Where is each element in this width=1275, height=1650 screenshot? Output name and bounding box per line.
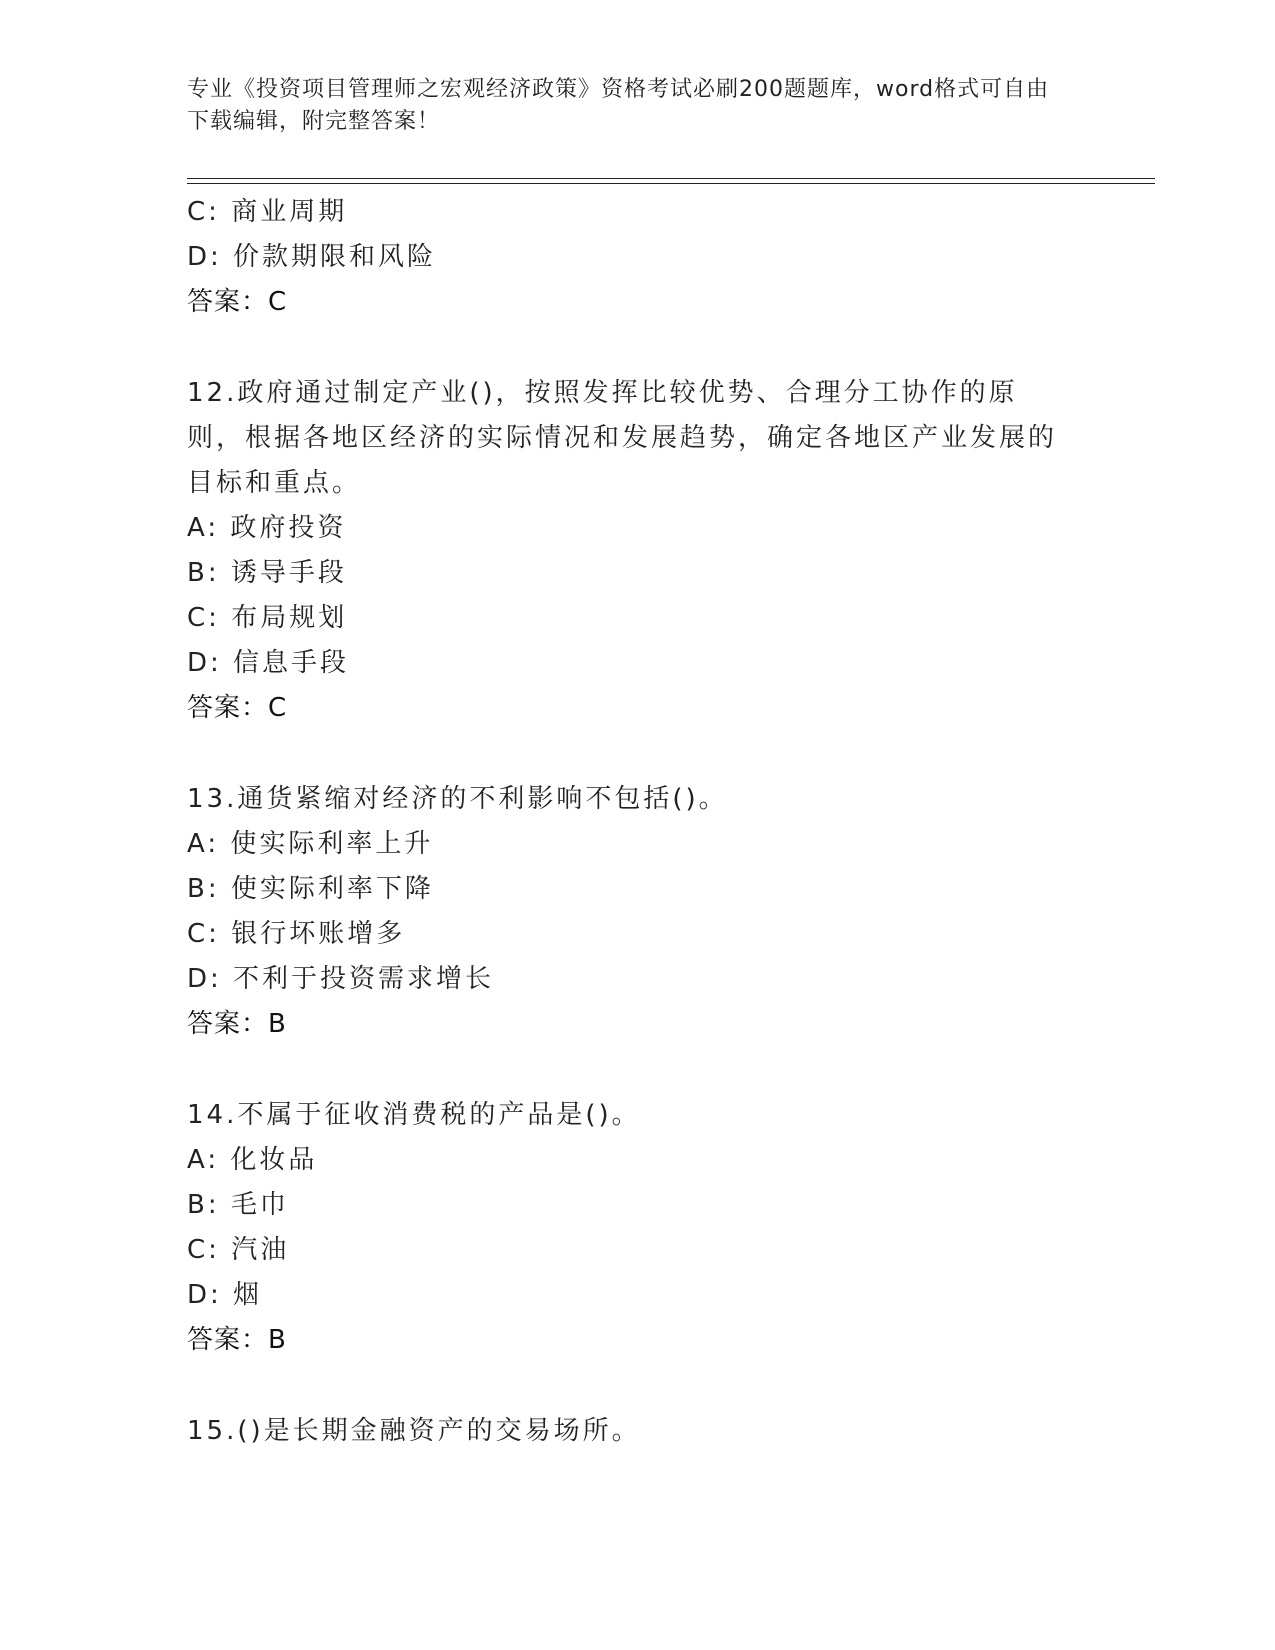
question-stem: 15.()是长期金融资产的交易场所。: [187, 1416, 641, 1446]
answer-line: 答案：B: [187, 1009, 287, 1039]
option-label: C:: [187, 1235, 220, 1265]
option-a: [187, 822, 1067, 867]
question-12: [187, 371, 1067, 731]
option-d: [187, 1273, 1067, 1318]
answer-line: 答案：C: [187, 693, 288, 723]
answer-line: 答案：B: [187, 1325, 287, 1355]
option-c: [187, 1228, 1067, 1273]
option-label: B:: [187, 874, 220, 904]
option-a: [187, 506, 1067, 551]
option-label: B:: [187, 558, 220, 588]
option-label: C:: [187, 919, 220, 949]
option-text: 使实际利率上升: [230, 829, 434, 859]
question-list: [187, 190, 1067, 1454]
spacer: [187, 1047, 1067, 1093]
option-b: [187, 867, 1067, 912]
option-label: A:: [187, 1145, 220, 1175]
option-d: [187, 235, 1067, 280]
spacer: [187, 1363, 1067, 1409]
spacer: [187, 731, 1067, 777]
option-text: 信息手段: [233, 648, 350, 678]
option-text: 银行坏账增多: [231, 919, 406, 949]
option-label: B:: [187, 1190, 220, 1220]
option-text: 商业周期: [231, 197, 348, 227]
option-text: 汽油: [231, 1235, 290, 1265]
option-label: C:: [187, 603, 220, 633]
question-stem: 12.政府通过制定产业()，按照发挥比较优势、合理分工协作的原则，根据各地区经济的实际情况和发展趋势，确定各地区产业发展的目标和重点。: [187, 378, 1058, 498]
option-text: 化妆品: [230, 1145, 318, 1175]
option-text: 政府投资: [230, 513, 347, 543]
question-stem: 14.不属于征收消费税的产品是()。: [187, 1100, 641, 1130]
option-a: [187, 1138, 1067, 1183]
option-text: 使实际利率下降: [230, 874, 434, 904]
option-text: 毛巾: [230, 1190, 289, 1220]
document-header: 专业《投资项目管理师之宏观经济政策》资格考试必刷200题题库，word格式可自由下载编辑，附完整答案！: [187, 77, 1050, 134]
option-b: [187, 551, 1067, 596]
question-13: [187, 777, 1067, 1047]
option-label: D:: [187, 964, 222, 994]
question-14: [187, 1093, 1067, 1363]
option-c: [187, 596, 1067, 641]
option-c: [187, 190, 1067, 235]
option-text: 烟: [233, 1280, 263, 1310]
option-d: [187, 641, 1067, 686]
option-c: [187, 912, 1067, 957]
question-11-tail: [187, 190, 1067, 325]
option-text: 价款期限和风险: [233, 242, 437, 272]
option-label: A:: [187, 513, 220, 543]
option-label: C:: [187, 197, 220, 227]
answer-line: 答案：C: [187, 287, 288, 317]
option-label: D:: [187, 242, 222, 272]
header-rule-top: [187, 178, 1155, 179]
option-text: 不利于投资需求增长: [233, 964, 495, 994]
option-label: A:: [187, 829, 220, 859]
spacer: [187, 325, 1067, 371]
question-15: [187, 1409, 1067, 1454]
option-text: 诱导手段: [230, 558, 347, 588]
option-text: 布局规划: [231, 603, 348, 633]
option-b: [187, 1183, 1067, 1228]
option-label: D:: [187, 648, 222, 678]
question-stem: 13.通货紧缩对经济的不利影响不包括()。: [187, 784, 728, 814]
option-label: D:: [187, 1280, 222, 1310]
option-d: [187, 957, 1067, 1002]
header-rule-bottom: [187, 183, 1155, 184]
